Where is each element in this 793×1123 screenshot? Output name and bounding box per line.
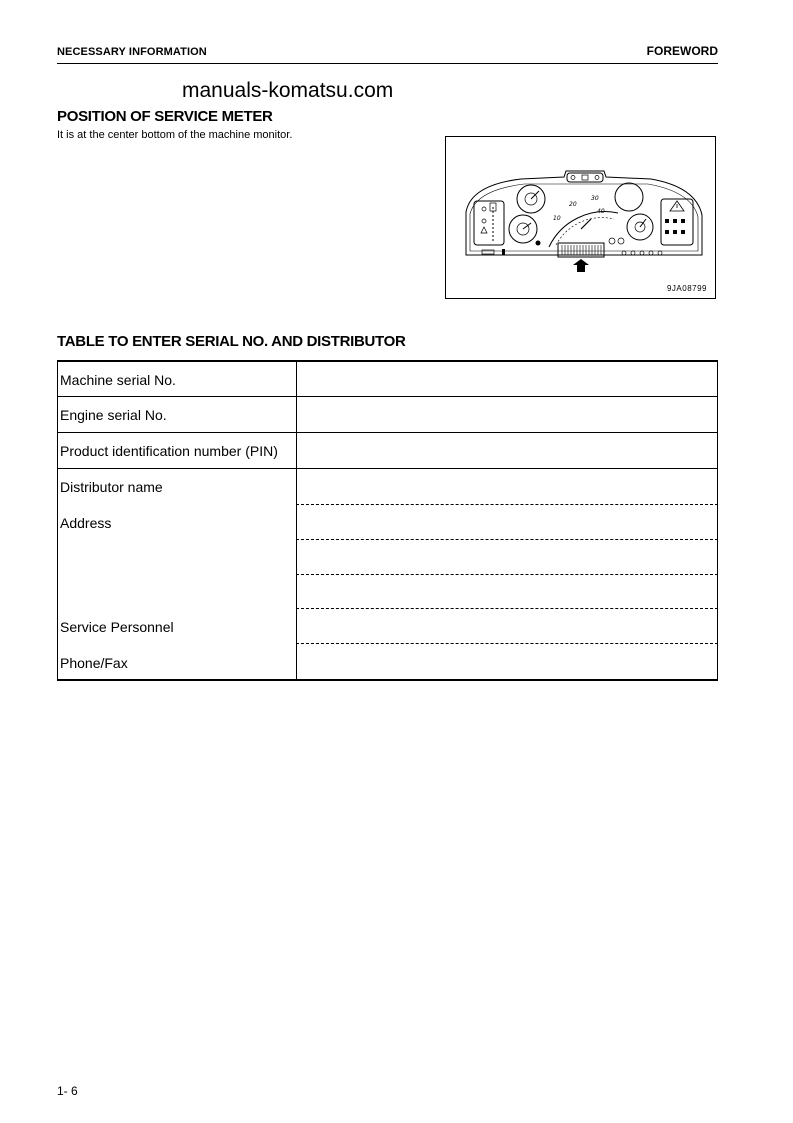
watermark: manuals-komatsu.com (182, 79, 394, 102)
entry-line (296, 504, 718, 505)
table-right-border (717, 362, 718, 679)
gauge-label: 10 (553, 215, 561, 222)
row-divider (57, 432, 718, 433)
table-column-divider (296, 362, 297, 679)
label-machine-serial: Machine serial No. (60, 372, 176, 388)
page-number: 1- 6 (57, 1084, 78, 1098)
serial-table-title: TABLE TO ENTER SERIAL NO. AND DISTRIBUTOR (57, 333, 406, 350)
row-divider (57, 468, 718, 469)
gauge-label: 40 (597, 208, 605, 215)
pointer-arrow-icon (573, 259, 589, 272)
label-pin: Product identification number (PIN) (60, 443, 278, 459)
header-rule (57, 63, 718, 64)
serial-distributor-table (57, 360, 718, 681)
gauge-label: 30 (591, 195, 599, 202)
label-phone-fax: Phone/Fax (60, 655, 128, 671)
service-meter-title: POSITION OF SERVICE METER (57, 108, 273, 125)
figure-code: 9JA08799 (666, 284, 707, 293)
entry-line (296, 539, 718, 540)
gauge-label: 20 (569, 201, 577, 208)
row-divider (57, 396, 718, 397)
right-arrow-icon (595, 176, 599, 180)
table-left-border (57, 362, 58, 679)
header-chapter-label: FOREWORD (646, 44, 718, 58)
label-engine-serial: Engine serial No. (60, 407, 167, 423)
label-service-personnel: Service Personnel (60, 619, 174, 635)
machine-monitor-illustration (446, 137, 717, 300)
tachometer-gauge (615, 183, 643, 211)
label-address: Address (60, 515, 112, 531)
left-arrow-icon (571, 176, 575, 180)
entry-line (296, 608, 718, 609)
machine-monitor-figure (445, 136, 716, 299)
label-distributor-name: Distributor name (60, 479, 163, 495)
entry-line (296, 643, 718, 644)
service-meter-text: It is at the center bottom of the machine monitor. (57, 129, 293, 141)
header-section-label: NECESSARY INFORMATION (57, 46, 207, 58)
entry-line (296, 574, 718, 575)
